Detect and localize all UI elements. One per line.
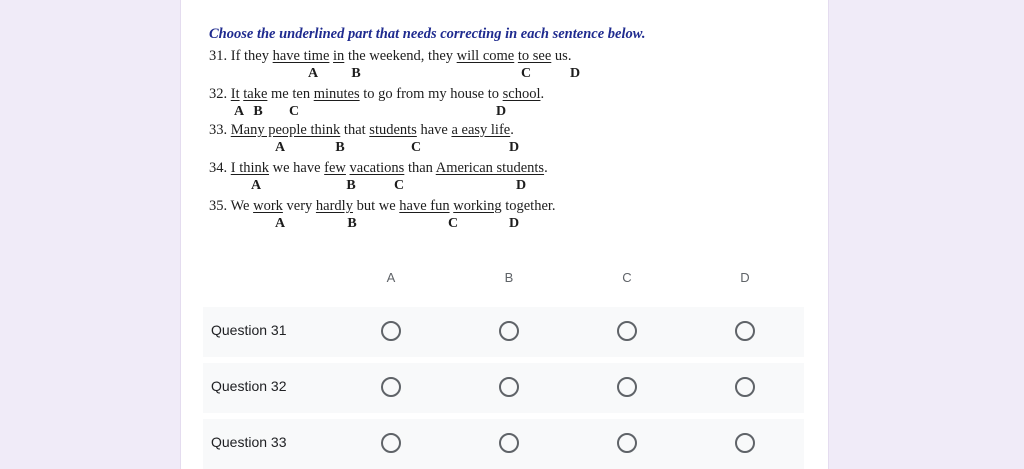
option-mark-a: A: [307, 66, 319, 81]
grid-row-question-33: [203, 419, 804, 469]
grid-row-question-32: [203, 363, 804, 413]
underlined-part: in: [333, 48, 345, 64]
option-mark-d: D: [508, 216, 520, 231]
underlined-part: working: [453, 198, 502, 214]
sentence-33: 33. Many people think that students have a easy life.: [209, 122, 514, 138]
underlined-part: a easy life: [451, 122, 511, 138]
option-mark-c: C: [520, 66, 532, 81]
radio-q33-a[interactable]: [381, 433, 401, 453]
underlined-part: will come: [456, 48, 515, 64]
option-mark-c: C: [410, 140, 422, 155]
underlined-part: students: [369, 122, 417, 138]
radio-q31-a[interactable]: [381, 321, 401, 341]
sentence-31: 31. If they have time in the weekend, they will come to see us.: [209, 48, 572, 64]
option-mark-b: B: [351, 66, 361, 81]
exercise-instruction: Choose the underlined part that needs correcting in each sentence below.: [209, 26, 646, 42]
row-label: Question 32: [211, 378, 287, 394]
option-mark-c: C: [393, 178, 405, 193]
underlined-part: I think: [230, 160, 270, 176]
option-mark-b: B: [253, 104, 263, 119]
column-header-c: C: [622, 270, 632, 285]
radio-q32-b[interactable]: [499, 377, 519, 397]
radio-q32-d[interactable]: [735, 377, 755, 397]
option-mark-c: C: [447, 216, 459, 231]
underlined-part: school: [502, 86, 541, 102]
underlined-part: few: [324, 160, 346, 176]
option-mark-a: A: [274, 140, 286, 155]
radio-q31-b[interactable]: [499, 321, 519, 341]
radio-q33-b[interactable]: [499, 433, 519, 453]
underlined-part: work: [253, 198, 283, 214]
underlined-part: have time: [272, 48, 330, 64]
option-mark-c: C: [288, 104, 300, 119]
option-mark-a: A: [233, 104, 245, 119]
underlined-part: take: [243, 86, 268, 102]
row-label: Question 31: [211, 322, 287, 338]
radio-q32-a[interactable]: [381, 377, 401, 397]
sentence-32: 32. It take me ten minutes to go from my house to school.: [209, 86, 545, 102]
column-header-d: D: [740, 270, 750, 285]
option-mark-d: D: [495, 104, 507, 119]
underlined-part: to see: [517, 48, 552, 64]
radio-q31-d[interactable]: [735, 321, 755, 341]
radio-q31-c[interactable]: [617, 321, 637, 341]
option-mark-d: D: [508, 140, 520, 155]
option-mark-a: A: [250, 178, 262, 193]
underlined-part: vacations: [349, 160, 405, 176]
column-header-a: A: [386, 270, 396, 285]
option-mark-d: D: [515, 178, 527, 193]
sentence-34: 34. I think we have few vacations than American students.: [209, 160, 548, 176]
underlined-part: It: [230, 86, 240, 102]
option-mark-b: B: [347, 216, 357, 231]
option-mark-b: B: [335, 140, 345, 155]
underlined-part: have fun: [399, 198, 450, 214]
row-label: Question 33: [211, 434, 287, 450]
radio-q33-c[interactable]: [617, 433, 637, 453]
sentence-35: 35. We work very hardly but we have fun working together.: [209, 198, 556, 214]
option-mark-b: B: [346, 178, 356, 193]
option-mark-d: D: [569, 66, 581, 81]
underlined-part: Many people think: [230, 122, 341, 138]
column-header-b: B: [504, 270, 514, 285]
underlined-part: American students: [435, 160, 545, 176]
radio-q33-d[interactable]: [735, 433, 755, 453]
underlined-part: minutes: [313, 86, 360, 102]
underlined-part: hardly: [315, 198, 353, 214]
grid-row-question-31: [203, 307, 804, 357]
option-mark-a: A: [274, 216, 286, 231]
radio-q32-c[interactable]: [617, 377, 637, 397]
